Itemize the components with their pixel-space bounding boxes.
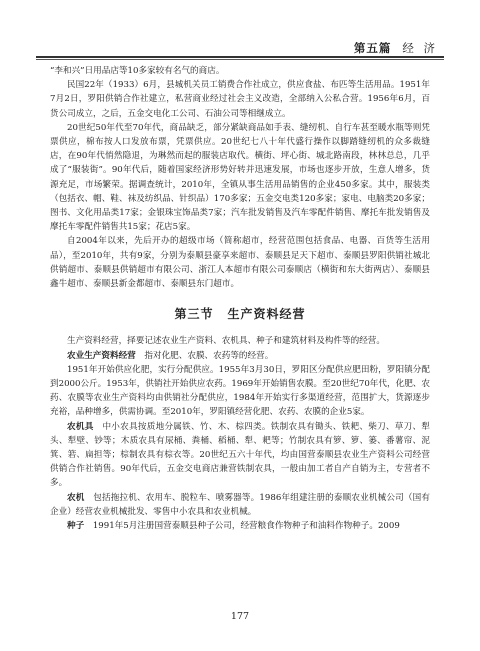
term-label: 农业生产资料经营 [67, 350, 136, 361]
paragraph: 生产资料经营，择要记述农业生产资料、农机具、种子和建筑材料及构件等的经营。 [67, 336, 385, 347]
section-number: 第三节 [174, 307, 214, 322]
paragraph [50, 420, 430, 491]
section-heading [50, 307, 430, 321]
term-label: 农机具 [67, 421, 94, 432]
paragraph: “李和兴”日用品店等10多家较有名气的商店。 [50, 66, 225, 76]
term-text: 包括拖拉机、农用车、脱粒车、喷雾器等。1986年组建注册的泰顺农业机械公司（国有企业）经营农业机械批发、零售中小农具和农业机械。 [50, 492, 430, 517]
chapter-label [354, 40, 438, 56]
term-text: 指对化肥、农膜、农药等的经营。 [144, 350, 274, 361]
term-text: 1991年5月注册国营泰顺县种子公司，经营粮食作物种子和油料作物种子。2009 [92, 521, 400, 532]
term-text: 中小农具按质地分属铁、竹、木、棕四类。铁制农具有锄头、铁耙、柴刀、草刀、犁头、犁壁、钞等；木质农具有尿桶、粪桶、稻桶、犁、耙等；竹制农具有箩、箩、篓、番薯帘、泥箕、箬、扁担等；棕制农具有棕衣等。20世纪五六十年代，均由国营泰顺县农业生产资料公司经营供销合作社销售。90年代后，五金交电商店兼营铁制农具，一般由加工者自产自销为主，专营者不多。 [50, 421, 430, 489]
page-number: 177 [230, 611, 250, 622]
term-label: 农机 [67, 492, 85, 503]
chapter-topic: 经 济 [402, 41, 438, 55]
paragraph [50, 491, 430, 519]
paragraph [50, 349, 430, 363]
paragraph: 1951年开始供应化肥，实行分配供应。1955年3月30日，罗阳区分配供应肥田粉，罗阳镇分配到2000公斤。1953年，供销社开始供应农药。1969年开始销售农膜。至20世纪70年代，化肥、农药、农膜等农业生产资料均由供销社分配供应，1984年开始实行多渠道经营，范围扩大，货源逐步充裕，品种增多，供需协调。至2010年，罗阳镇经营化肥、农药、农膜的企业5家。 [50, 364, 430, 418]
chapter-number: 第五篇 [353, 41, 392, 55]
term-label: 种子 [67, 521, 85, 532]
paragraph: 民国22年（1933）6月，县城机关员工销费合作社成立，供应食盐、布匹等生活用品。1951年7月2日，罗阳供销合作社建立，私营商业经过社会主义改造，全部纳入公私合营。1956年6月，百货公司成立，之后，五金交电化工公司、石油公司等相继成立。 [50, 80, 430, 119]
paragraph: 自2004年以来，先后开办的超级市场（简称超市，经营范围包括食品、电器、百货等生活用品），至2010年，共有9家，分别为泰顺县豪享来超市、泰顺县足天下超市、泰顺县罗阳供销社城北供销超市、泰顺县供销超市有限公司、浙江人本超市有限公司泰顺店（横街和东大街两店）、泰顺县鑫牛超市、泰顺县新金都超市、泰顺县东门超市。 [50, 236, 430, 290]
body-text [50, 64, 430, 533]
paragraph [50, 519, 430, 533]
running-header [0, 0, 480, 58]
header-rule-thick [36, 56, 444, 58]
section-title: 生产资料经营 [227, 307, 306, 322]
paragraph: 20世纪50年代至70年代，商品缺乏，部分紧缺商品如手表、缝纫机、自行车甚至暖水瓶等则凭票供应，棉布按人口发放布票，凭票供应。20世纪七八十年代盛行操作以脚踏缝纫机的众多裁缝店，在90年代悄然隐退，为琳然而起的服装店取代。横街、坪心街、城北路南段，林林总总，几乎成了“服装街”。90年代后，随着国家经济形势好转并迅速发展，市场也逐步开放，生意人增多，货源充足，市场繁荣。据调查统计，2010年，全镇从事生活用品销售的企业450多家。其中，服装类（包括衣、帽、鞋、袜及纺织品、针织品）170多家；五金交电类120多家；家电、电脑类20多家；图书、文化用品类17家；金银珠宝饰品类7家；汽车批发销售及汽车零配件销售、摩托车批发销售及摩托车零配件销售共15家；花店5家。 [50, 122, 430, 233]
header-rule-thin [36, 59, 444, 60]
